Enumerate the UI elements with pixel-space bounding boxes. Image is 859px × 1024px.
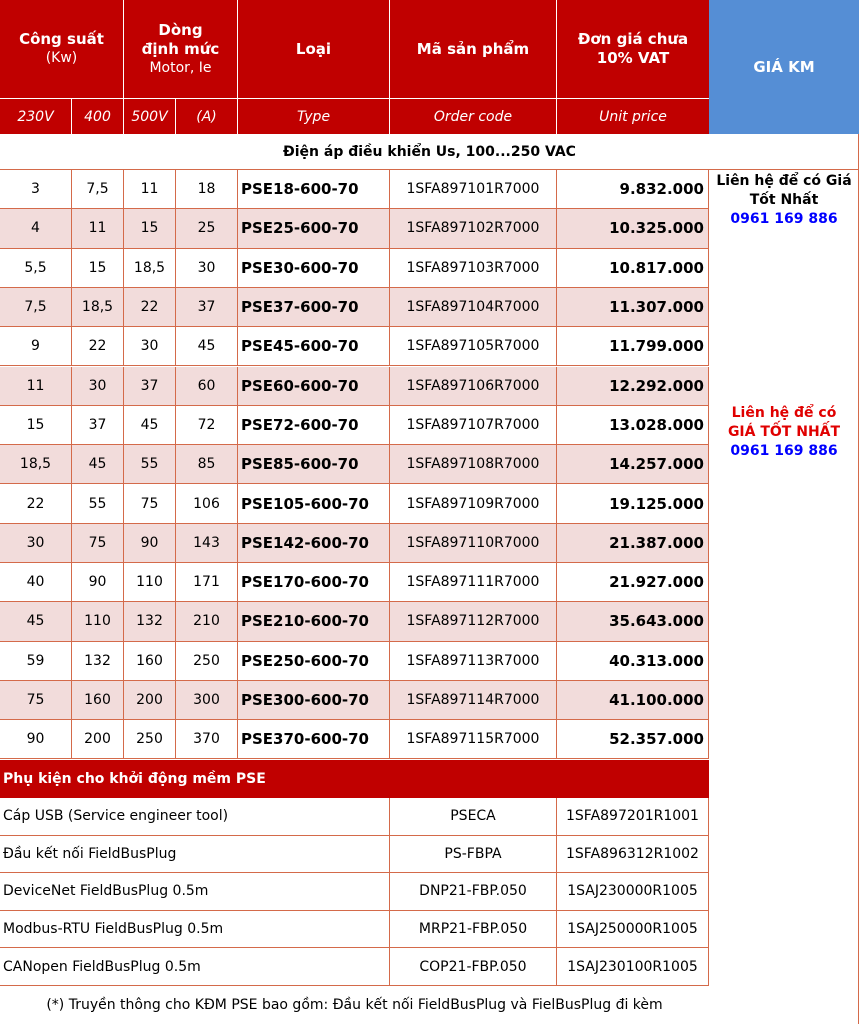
- cell-v230: 40: [0, 563, 72, 602]
- footnote: (*) Truyền thông cho KĐM PSE bao gồm: Đầu kết nối FieldBusPlug và FielBusPlug đi kèm: [46, 997, 663, 1013]
- cell-v500: 22: [124, 288, 176, 327]
- cell-v500: 160: [124, 642, 176, 681]
- cell-price: 21.927.000: [557, 563, 709, 602]
- accessory-name: Modbus-RTU FieldBusPlug 0.5m: [0, 911, 390, 949]
- cell-amp: 37: [176, 288, 238, 327]
- cell-v500: 200: [124, 681, 176, 720]
- cell-amp: 45: [176, 327, 238, 366]
- cell-code: 1SFA897111R7000: [390, 563, 557, 602]
- unit-400: 400: [72, 98, 124, 134]
- cell-v230: 3: [0, 170, 72, 209]
- cell-v400: 160: [72, 681, 124, 720]
- cell-v230: 7,5: [0, 288, 72, 327]
- cell-type: PSE37-600-70: [238, 288, 390, 327]
- cell-v230: 9: [0, 327, 72, 366]
- cell-type: PSE170-600-70: [238, 563, 390, 602]
- cell-price: 41.100.000: [557, 681, 709, 720]
- accessory-type: PSECA: [390, 798, 557, 836]
- cell-v230: 45: [0, 602, 72, 641]
- header-ma-san-pham-label: Mã sản phẩm: [416, 39, 530, 58]
- cell-v230: 4: [0, 209, 72, 248]
- cell-v500: 250: [124, 720, 176, 759]
- promo-top-phone: 0961 169 886: [730, 211, 838, 227]
- cell-price: 9.832.000: [557, 170, 709, 209]
- cell-price: 52.357.000: [557, 720, 709, 759]
- accessory-code: 1SAJ230100R1005: [557, 948, 709, 986]
- cell-v230: 90: [0, 720, 72, 759]
- accessory-name: DeviceNet FieldBusPlug 0.5m: [0, 873, 390, 911]
- cell-code: 1SFA897101R7000: [390, 170, 557, 209]
- accessory-type: DNP21-FBP.050: [390, 873, 557, 911]
- cell-amp: 143: [176, 524, 238, 563]
- cell-code: 1SFA897113R7000: [390, 642, 557, 681]
- cell-v400: 7,5: [72, 170, 124, 209]
- cell-v230: 59: [0, 642, 72, 681]
- cell-v500: 110: [124, 563, 176, 602]
- header-cong-suat-label: Công suất: [19, 30, 104, 48]
- cell-price: 14.257.000: [557, 445, 709, 484]
- cell-v500: 15: [124, 209, 176, 248]
- accessory-type: COP21-FBP.050: [390, 948, 557, 986]
- cell-v500: 45: [124, 406, 176, 445]
- cell-v500: 132: [124, 602, 176, 641]
- cell-type: PSE72-600-70: [238, 406, 390, 445]
- cell-price: 10.325.000: [557, 209, 709, 248]
- cell-v500: 37: [124, 367, 176, 406]
- header-gia-km: [709, 0, 859, 134]
- cell-v400: 30: [72, 367, 124, 406]
- cell-v400: 75: [72, 524, 124, 563]
- cell-type: PSE85-600-70: [238, 445, 390, 484]
- unit-price: Unit price: [557, 98, 709, 134]
- cell-type: PSE18-600-70: [238, 170, 390, 209]
- accessory-type: PS-FBPA: [390, 836, 557, 874]
- cell-type: PSE210-600-70: [238, 602, 390, 641]
- cell-price: 13.028.000: [557, 406, 709, 445]
- cell-v400: 45: [72, 445, 124, 484]
- header-don-gia: [557, 0, 709, 98]
- header-dong-dinh-muc-label: Dòng định mức: [141, 20, 220, 58]
- section-title: Điện áp điều khiển Us, 100...250 VAC: [0, 134, 859, 170]
- promo-top-line1: Liên hệ để có Giá: [716, 173, 852, 189]
- unit-amp: (A): [176, 98, 238, 134]
- cell-code: 1SFA897103R7000: [390, 249, 557, 288]
- promo-top-line2: Tốt Nhất: [749, 192, 819, 208]
- cell-code: 1SFA897109R7000: [390, 484, 557, 523]
- cell-v400: 200: [72, 720, 124, 759]
- cell-code: 1SFA897102R7000: [390, 209, 557, 248]
- header-gia-km-label: GIÁ KM: [753, 58, 815, 76]
- cell-v400: 110: [72, 602, 124, 641]
- cell-amp: 60: [176, 367, 238, 406]
- cell-price: 19.125.000: [557, 484, 709, 523]
- cell-v230: 11: [0, 367, 72, 406]
- cell-v500: 30: [124, 327, 176, 366]
- cell-amp: 370: [176, 720, 238, 759]
- promo-top: [709, 172, 859, 229]
- header-dong-dinh-muc: [124, 0, 238, 98]
- cell-v400: 18,5: [72, 288, 124, 327]
- accessory-code: 1SAJ250000R1005: [557, 911, 709, 949]
- cell-code: 1SFA897104R7000: [390, 288, 557, 327]
- cell-v400: 90: [72, 563, 124, 602]
- cell-v500: 11: [124, 170, 176, 209]
- unit-order-code: Order code: [390, 98, 557, 134]
- header-cong-suat: [0, 0, 124, 98]
- accessory-code: 1SFA896312R1002: [557, 836, 709, 874]
- header-loai: [238, 0, 390, 98]
- unit-type: Type: [238, 98, 390, 134]
- cell-price: 11.799.000: [557, 327, 709, 366]
- header-loai-label: Loại: [295, 39, 332, 58]
- cell-v230: 75: [0, 681, 72, 720]
- cell-v400: 132: [72, 642, 124, 681]
- accessory-name: Cáp USB (Service engineer tool): [0, 798, 390, 836]
- header-motor-ie-label: Motor, Ie: [149, 59, 212, 76]
- accessory-name: CANopen FieldBusPlug 0.5m: [0, 948, 390, 986]
- promo-mid: [709, 404, 859, 461]
- cell-type: PSE25-600-70: [238, 209, 390, 248]
- promo-mid-phone: 0961 169 886: [730, 443, 838, 459]
- accessory-name: Đầu kết nối FieldBusPlug: [0, 836, 390, 874]
- promo-mid-line1: Liên hệ để có: [731, 405, 837, 421]
- cell-v500: 18,5: [124, 249, 176, 288]
- header-don-gia-label: Đơn giá chưa 10% VAT: [577, 30, 689, 67]
- cell-v400: 11: [72, 209, 124, 248]
- header-kw-label: (Kw): [45, 50, 78, 66]
- cell-v230: 15: [0, 406, 72, 445]
- unit-500v: 500V: [124, 98, 176, 134]
- cell-amp: 106: [176, 484, 238, 523]
- cell-amp: 300: [176, 681, 238, 720]
- cell-v230: 22: [0, 484, 72, 523]
- cell-v500: 55: [124, 445, 176, 484]
- cell-amp: 72: [176, 406, 238, 445]
- cell-v230: 18,5: [0, 445, 72, 484]
- cell-amp: 85: [176, 445, 238, 484]
- cell-price: 40.313.000: [557, 642, 709, 681]
- cell-v400: 22: [72, 327, 124, 366]
- cell-type: PSE30-600-70: [238, 249, 390, 288]
- cell-v500: 75: [124, 484, 176, 523]
- cell-amp: 18: [176, 170, 238, 209]
- cell-amp: 171: [176, 563, 238, 602]
- cell-v500: 90: [124, 524, 176, 563]
- header-ma-san-pham: [390, 0, 557, 98]
- cell-v230: 30: [0, 524, 72, 563]
- cell-amp: 25: [176, 209, 238, 248]
- cell-code: 1SFA897114R7000: [390, 681, 557, 720]
- cell-code: 1SFA897105R7000: [390, 327, 557, 366]
- cell-v400: 55: [72, 484, 124, 523]
- cell-type: PSE45-600-70: [238, 327, 390, 366]
- cell-type: PSE142-600-70: [238, 524, 390, 563]
- promo-mid-line2: GIÁ TỐT NHẤT: [727, 424, 841, 440]
- cell-code: 1SFA897112R7000: [390, 602, 557, 641]
- cell-amp: 210: [176, 602, 238, 641]
- cell-type: PSE60-600-70: [238, 367, 390, 406]
- cell-v230: 5,5: [0, 249, 72, 288]
- cell-code: 1SFA897108R7000: [390, 445, 557, 484]
- cell-code: 1SFA897115R7000: [390, 720, 557, 759]
- cell-v400: 15: [72, 249, 124, 288]
- cell-price: 12.292.000: [557, 367, 709, 406]
- accessory-type: MRP21-FBP.050: [390, 911, 557, 949]
- cell-code: 1SFA897106R7000: [390, 367, 557, 406]
- cell-code: 1SFA897110R7000: [390, 524, 557, 563]
- accessory-code: 1SAJ230000R1005: [557, 873, 709, 911]
- cell-amp: 250: [176, 642, 238, 681]
- accessories-title: Phụ kiện cho khởi động mềm PSE: [0, 760, 709, 798]
- cell-type: PSE250-600-70: [238, 642, 390, 681]
- cell-type: PSE370-600-70: [238, 720, 390, 759]
- unit-230v: 230V: [0, 98, 72, 134]
- accessory-code: 1SFA897201R1001: [557, 798, 709, 836]
- cell-price: 35.643.000: [557, 602, 709, 641]
- cell-type: PSE105-600-70: [238, 484, 390, 523]
- cell-amp: 30: [176, 249, 238, 288]
- cell-type: PSE300-600-70: [238, 681, 390, 720]
- cell-price: 11.307.000: [557, 288, 709, 327]
- cell-code: 1SFA897107R7000: [390, 406, 557, 445]
- cell-price: 10.817.000: [557, 249, 709, 288]
- cell-price: 21.387.000: [557, 524, 709, 563]
- cell-v400: 37: [72, 406, 124, 445]
